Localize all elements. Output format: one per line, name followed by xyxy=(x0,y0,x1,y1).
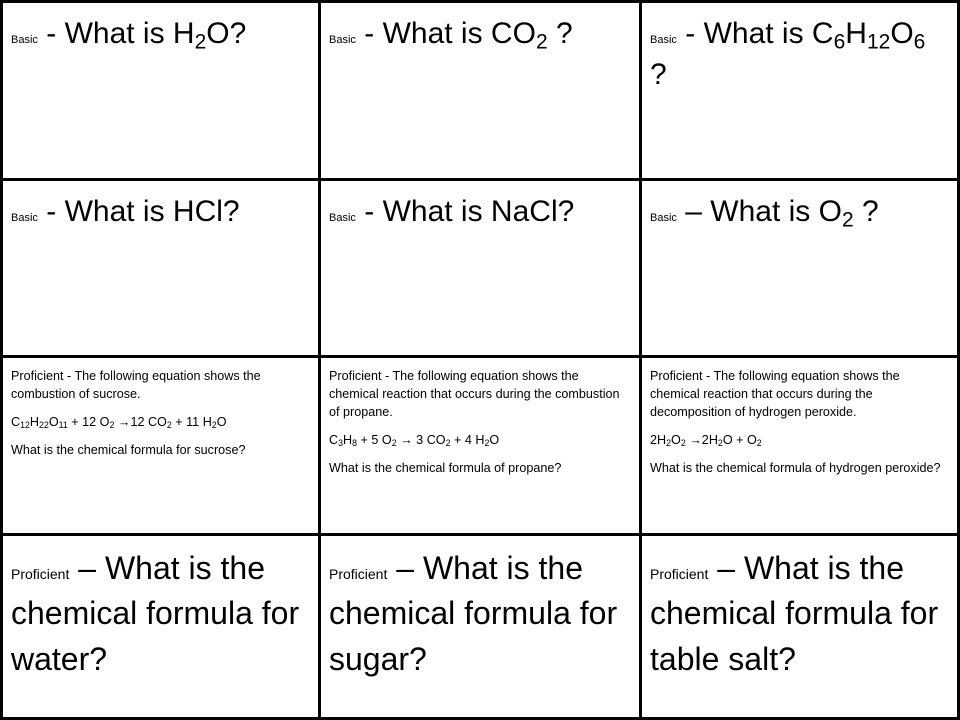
level-label: Basic xyxy=(329,34,356,46)
level-label: Basic xyxy=(329,212,356,224)
proficient-equation-cell[interactable] xyxy=(3,358,318,533)
question-text: What is the chemical formula of hydrogen peroxide? xyxy=(650,460,941,475)
level-label: Basic xyxy=(11,212,38,224)
question-intro: Proficient - The following equation shows the chemical reaction that occurs during the combustion of propane. xyxy=(329,369,620,419)
proficient-question-cell[interactable]: Proficient – What is the chemical formula for water? xyxy=(11,550,300,677)
level-label: Proficient xyxy=(329,566,388,582)
basic-question-cell[interactable]: Basic – What is $O_2$ ? xyxy=(650,195,879,232)
basic-question-cell[interactable]: Basic - What is HCl? xyxy=(11,195,240,228)
basic-question-cell[interactable]: Basic - What is $CO_2$ ? xyxy=(329,17,573,54)
question-text: What is the chemical formula of propane? xyxy=(329,460,562,475)
question-text: What is the chemical formula for sugar? xyxy=(329,550,618,677)
basic-question-cell[interactable]: Basic - What is $C_6H_{12}O_6$ ? xyxy=(650,17,926,92)
question-text: What is the chemical formula for sucrose? xyxy=(11,442,246,457)
basic-question-cell[interactable]: Basic - What is NaCl? xyxy=(329,195,575,228)
question-text: What is the chemical formula for water? xyxy=(11,550,300,677)
level-label: Basic xyxy=(650,212,677,224)
basic-question-cell[interactable]: Basic - What is $H_2O$? xyxy=(11,17,247,54)
chemical-equation: $2H_2O_2 \to 2H_2O + O_2$ xyxy=(650,432,762,448)
level-label: Proficient xyxy=(650,566,709,582)
question-intro: Proficient - The following equation shows the combustion of sucrose. xyxy=(11,369,261,401)
proficient-equation-cell[interactable] xyxy=(321,358,639,533)
proficient-question-cell[interactable]: Proficient – What is the chemical formula for table salt? xyxy=(650,550,939,677)
level-label: Basic xyxy=(650,34,677,46)
proficient-equation-cell[interactable] xyxy=(642,358,957,533)
level-label: Basic xyxy=(11,34,38,46)
question-intro: Proficient - The following equation shows the chemical reaction that occurs during the decomposition of hydrogen peroxide. xyxy=(650,369,900,419)
chemical-equation: $C_{12}H_{22}O_{11} + 12$ $O_2 \to 12$ $CO_2 + 11$ $H_2O$ xyxy=(11,414,227,430)
proficient-question-cell[interactable]: Proficient – What is the chemical formula for sugar? xyxy=(329,550,618,677)
question-text: What is the chemical formula for table salt? xyxy=(650,550,939,677)
level-label: Proficient xyxy=(11,566,70,582)
chemical-equation: $C_3H_8 + 5$ $O_2 \to 3$ $CO_2 + 4$ $H_2O$ xyxy=(329,432,500,448)
